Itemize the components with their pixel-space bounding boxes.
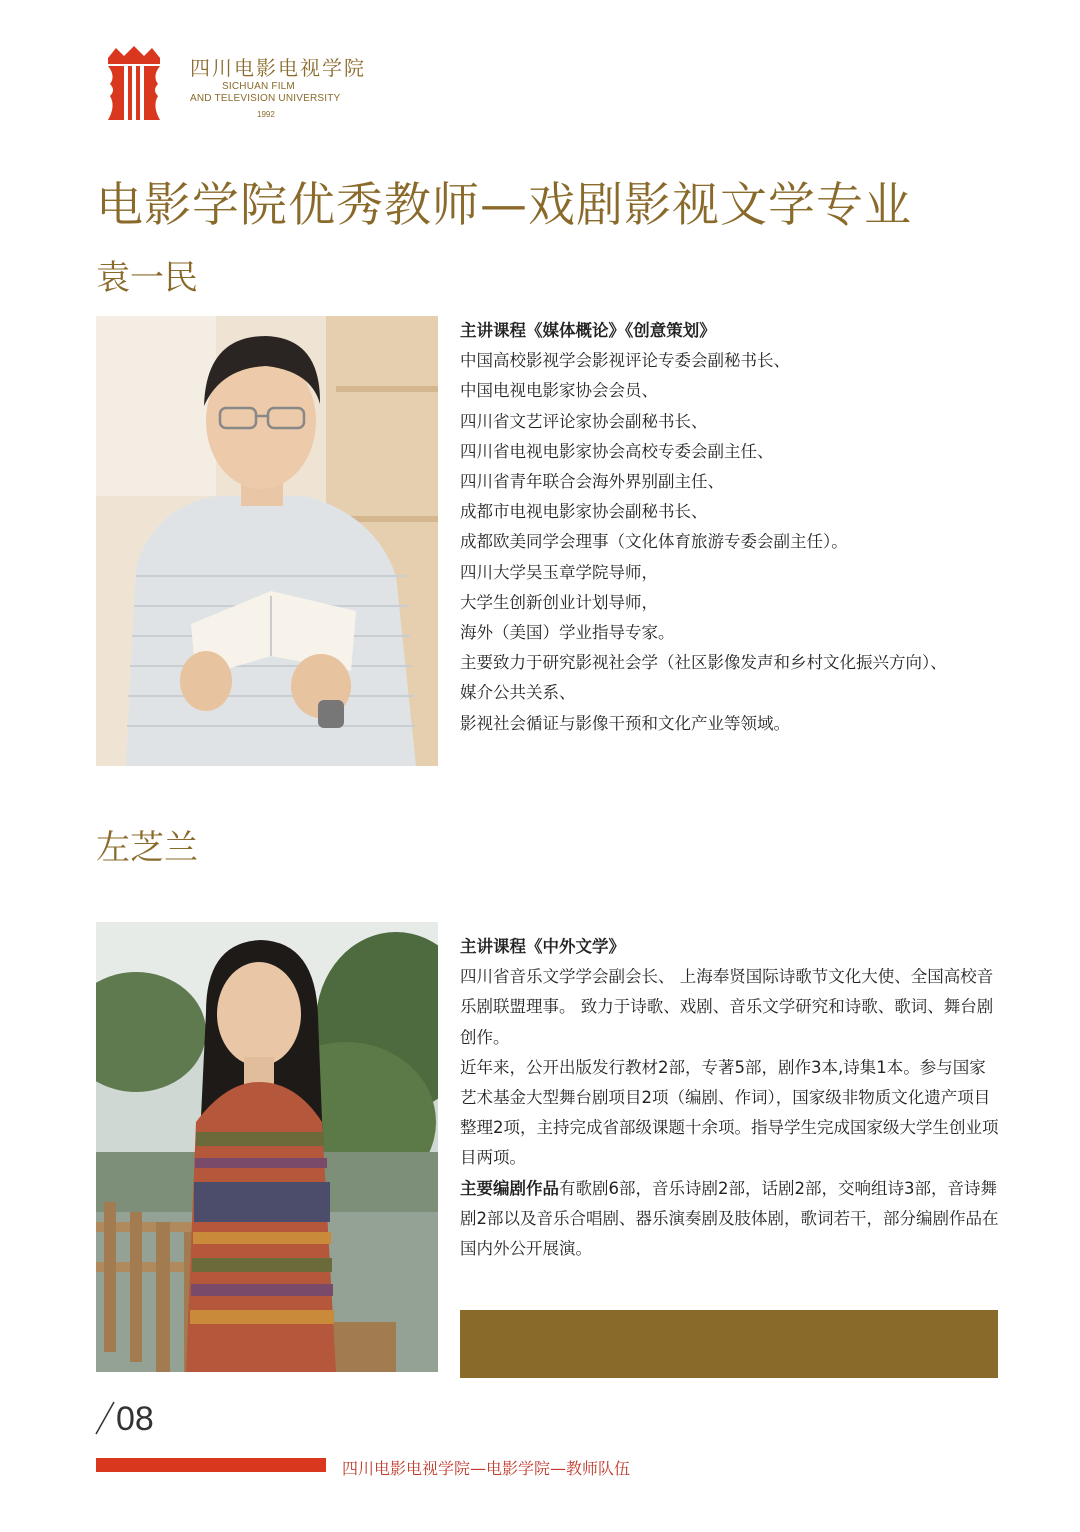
page-number xyxy=(94,1400,154,1439)
footer-text: 四川电影电视学院—电影学院—教师队伍 xyxy=(342,1459,631,1478)
teacher-name-2: 左芝兰 xyxy=(96,828,198,868)
teacher-course-1: 主讲课程《媒体概论》《创意策划》 xyxy=(460,321,716,340)
works-label: 主要编剧作品 xyxy=(460,1178,559,1198)
bio-line: 四川省文艺评论家协会副秘书长、 xyxy=(460,411,708,431)
teacher-photo-1 xyxy=(96,316,438,766)
logo-chinese-name: 四川电影电视学院 xyxy=(190,56,366,80)
teacher-bio-2 xyxy=(460,932,1000,1264)
bio-line: 媒介公共关系、 xyxy=(460,683,576,703)
bio-line: 大学生创新创业计划导师， xyxy=(460,592,658,612)
teacher-name-1: 袁一民 xyxy=(96,258,198,298)
bio-line: 中国电视电影家协会会员、 xyxy=(460,381,658,401)
page-number-text: 08 xyxy=(116,1400,154,1438)
bio-paragraph-3 xyxy=(460,1174,1000,1265)
bio-line: 成都欧美同学会理事（文化体育旅游专委会副主任）。 xyxy=(460,532,848,552)
bio-paragraph-1: 四川省音乐文学学会副会长、 上海奉贤国际诗歌节文化大使、全国高校音乐剧联盟理事。 致力于诗歌、戏剧、音乐文学研究和诗歌、歌词、舞台剧创作。 xyxy=(460,967,994,1047)
bio-line: 影视社会循证与影像干预和文化产业等领域。 xyxy=(460,713,790,733)
footer-red-bar xyxy=(96,1458,326,1472)
works-text: 有歌剧6部，音乐诗剧2部，话剧2部，交响组诗3部，音诗舞剧2部以及音乐合唱剧、器乐演奏剧及肢体剧，歌词若干，部分编剧作品在国内外公开展演。 xyxy=(460,1178,999,1259)
teacher-photo-2 xyxy=(96,922,438,1372)
bio-line: 中国高校影视学会影视评论专委会副秘书长、 xyxy=(460,351,790,371)
bio-line: 四川省青年联合会海外界别副主任、 xyxy=(460,472,724,492)
gold-decorative-box xyxy=(460,1310,998,1378)
bio-paragraph-2: 近年来，公开出版发行教材2部，专著5部，剧作3本,诗集1本。参与国家艺术基金大型舞台剧项目2项（编剧、作词），国家级非物质文化遗产项目整理2项，主持完成省部级课题十余项。指导学生完成国家级大学生创业项目两项。 xyxy=(460,1057,999,1168)
bio-line: 主要致力于研究影视社会学（社区影像发声和乡村文化振兴方向）、 xyxy=(460,653,947,673)
bio-line: 成都市电视电影家协会副秘书长、 xyxy=(460,502,708,522)
teacher-course-2: 主讲课程《中外文学》 xyxy=(460,937,625,956)
page-title: 电影学院优秀教师—戏剧影视文学专业 xyxy=(96,178,912,233)
logo-english-name-line2: AND TELEVISION UNIVERSITY xyxy=(190,93,341,104)
bio-line: 四川省电视电影家协会高校专委会副主任、 xyxy=(460,441,774,461)
logo-english-name-line1: SICHUAN FILM xyxy=(222,81,295,92)
bio-line: 四川大学吴玉章学院导师， xyxy=(460,562,658,582)
crown-faces-logo-icon xyxy=(102,44,166,122)
slash-divider-icon xyxy=(94,1400,116,1436)
university-logo xyxy=(102,44,366,124)
logo-year: 1992 xyxy=(257,110,275,119)
bio-line: 海外（美国）学业指导专家。 xyxy=(460,623,675,643)
teacher-bio-1 xyxy=(460,316,1020,739)
